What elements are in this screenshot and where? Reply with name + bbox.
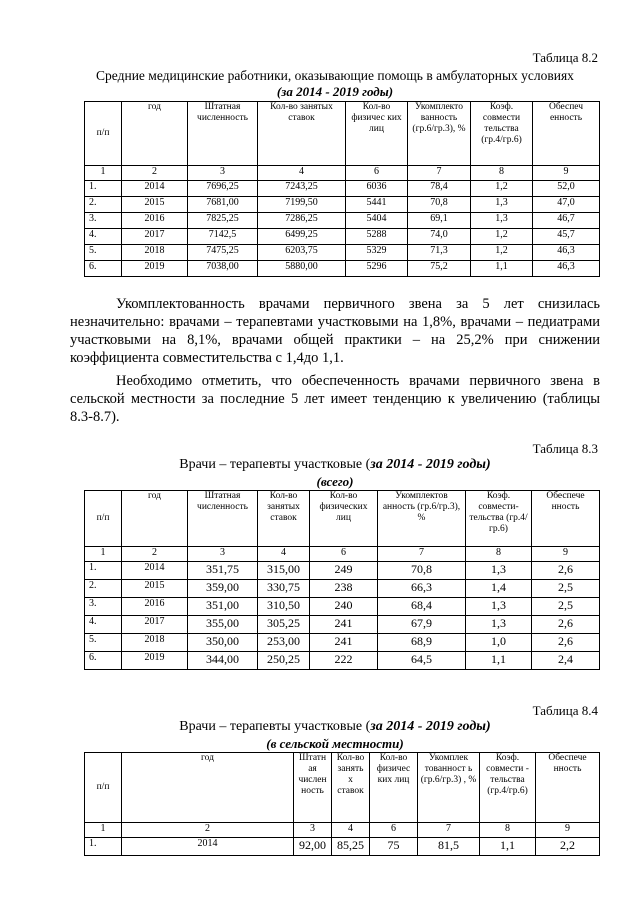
table-8-4-number: Таблица 8.4	[532, 703, 598, 718]
header-cell: Обеспеч енность	[533, 102, 600, 166]
table-cell: 238	[310, 580, 378, 598]
table-row	[85, 562, 600, 580]
table-cell: 7825,25	[188, 213, 258, 229]
column-number-cell: 1	[85, 823, 122, 838]
table-cell: 6.	[85, 261, 122, 277]
column-number-cell: 4	[258, 547, 310, 562]
table-cell: 6203,75	[258, 245, 346, 261]
table-cell: 2,4	[532, 652, 600, 670]
paragraph-staffing: Укомплектованность врачами первичного звена за 5 лет снизилась незначительно: врачами – терапевтами участковыми на 1,8%, врачами – педиатрами участковыми на 8,1%, врачами общей практики – на 25,2% при снижении коэффициента совместительства с 1,4до 1,1.	[70, 296, 600, 366]
header-cell: Укомплекто ванность (гр.6/гр.3), %	[408, 102, 471, 166]
table-row	[85, 598, 600, 616]
table-cell: 2017	[122, 229, 188, 245]
table-8-2-period: (за 2014 - 2019 годы)	[276, 84, 394, 99]
table-cell: 5.	[85, 245, 122, 261]
table-cell: 70,8	[378, 562, 466, 580]
title-text: Врачи – терапевты участковые (	[179, 457, 371, 472]
table-cell: 1,3	[471, 213, 533, 229]
table-row	[85, 838, 600, 856]
table-cell: 3.	[85, 213, 122, 229]
header-cell: Кол-во занятых ставок	[258, 491, 310, 547]
table-cell: 5.	[85, 634, 122, 652]
table-cell: 1.	[85, 181, 122, 197]
table-cell: 2017	[122, 616, 188, 634]
table-cell: 7243,25	[258, 181, 346, 197]
table-cell: 2,2	[536, 838, 600, 856]
table-cell: 5329	[346, 245, 408, 261]
header-cell: год	[122, 491, 188, 547]
table-8-3-number: Таблица 8.3	[532, 441, 598, 456]
table-8-4-subtitle: (в сельской местности)	[266, 736, 404, 751]
table-cell: 1,3	[471, 197, 533, 213]
table-cell: 330,75	[258, 580, 310, 598]
header-cell: Обеспече нность	[532, 491, 600, 547]
header-cell: год	[122, 753, 294, 823]
table-cell: 46,3	[533, 245, 600, 261]
title-period: за 2014 - 2019 годы)	[370, 719, 491, 734]
column-number-cell: 2	[122, 547, 188, 562]
column-number-cell: 4	[258, 166, 346, 181]
column-number-row	[85, 547, 600, 562]
table-cell: 310,50	[258, 598, 310, 616]
table-row	[85, 245, 600, 261]
table-cell: 7681,00	[188, 197, 258, 213]
table-row	[85, 616, 600, 634]
table-cell: 2019	[122, 261, 188, 277]
table-cell: 2016	[122, 213, 188, 229]
column-number-cell: 8	[480, 823, 536, 838]
table-cell: 351,00	[188, 598, 258, 616]
header-cell: п/п	[85, 102, 122, 166]
column-number-cell: 7	[378, 547, 466, 562]
table-8-2-title: Средние медицинские работники, оказывающие помощь в амбулаторных условиях	[96, 68, 574, 83]
table-cell: 69,1	[408, 213, 471, 229]
table-cell: 5288	[346, 229, 408, 245]
column-number-cell: 7	[408, 166, 471, 181]
table-cell: 350,00	[188, 634, 258, 652]
column-number-cell: 1	[85, 547, 122, 562]
table-cell: 2,6	[532, 634, 600, 652]
table-cell: 1,3	[466, 562, 532, 580]
table-cell: 241	[310, 634, 378, 652]
table-cell: 7696,25	[188, 181, 258, 197]
header-cell: Обеспече нность	[536, 753, 600, 823]
table-cell: 75,2	[408, 261, 471, 277]
table-8-4-title	[70, 719, 600, 735]
column-number-cell: 2	[122, 823, 294, 838]
table-cell: 5296	[346, 261, 408, 277]
column-number-cell: 6	[310, 547, 378, 562]
table-cell: 1,0	[466, 634, 532, 652]
column-number-cell: 1	[85, 166, 122, 181]
table-cell: 7475,25	[188, 245, 258, 261]
paragraph-rural: Необходимо отметить, что обеспеченность врачами первичного звена в сельской местности за последние 5 лет имеет тенденцию к увеличению (таблицы 8.3-8.7).	[70, 373, 600, 425]
column-number-row	[85, 166, 600, 181]
table-cell: 2.	[85, 580, 122, 598]
table-cell: 344,00	[188, 652, 258, 670]
table-cell: 1.	[85, 838, 122, 856]
table-row	[85, 197, 600, 213]
table-cell: 7199,50	[258, 197, 346, 213]
table-cell: 6036	[346, 181, 408, 197]
table-cell: 67,9	[378, 616, 466, 634]
column-number-cell: 8	[471, 166, 533, 181]
table-row	[85, 634, 600, 652]
table-cell: 359,00	[188, 580, 258, 598]
table-cell: 7038,00	[188, 261, 258, 277]
table-cell: 6.	[85, 652, 122, 670]
table-cell: 241	[310, 616, 378, 634]
table-cell: 74,0	[408, 229, 471, 245]
table-8-3	[84, 490, 600, 670]
header-cell: Коэф. совмести - тельства (гр.4/гр.6)	[480, 753, 536, 823]
table-cell: 2016	[122, 598, 188, 616]
table-cell: 78,4	[408, 181, 471, 197]
header-cell: п/п	[85, 491, 122, 547]
table-cell: 52,0	[533, 181, 600, 197]
table-cell: 7142,5	[188, 229, 258, 245]
table-cell: 305,25	[258, 616, 310, 634]
header-cell: Штатная численность	[188, 491, 258, 547]
table-8-3-subtitle: (всего)	[316, 474, 354, 489]
table-cell: 2,6	[532, 616, 600, 634]
table-cell: 2014	[122, 838, 294, 856]
table-cell: 1.	[85, 562, 122, 580]
table-header-row	[85, 491, 600, 547]
table-cell: 1,3	[466, 598, 532, 616]
column-number-cell: 6	[346, 166, 408, 181]
table-cell: 2,6	[532, 562, 600, 580]
table-cell: 70,8	[408, 197, 471, 213]
table-8-4	[84, 752, 600, 856]
table-cell: 355,00	[188, 616, 258, 634]
table-8-3-title	[70, 457, 600, 473]
table-cell: 5404	[346, 213, 408, 229]
table-cell: 2018	[122, 634, 188, 652]
table-cell: 45,7	[533, 229, 600, 245]
table-cell: 46,7	[533, 213, 600, 229]
table-cell: 1,1	[466, 652, 532, 670]
header-cell: Штатн ая числен ность	[294, 753, 332, 823]
table-cell: 2014	[122, 562, 188, 580]
table-cell: 2,5	[532, 580, 600, 598]
column-number-cell: 2	[122, 166, 188, 181]
table-cell: 2015	[122, 197, 188, 213]
table-cell: 240	[310, 598, 378, 616]
table-row	[85, 181, 600, 197]
table-cell: 2,5	[532, 598, 600, 616]
header-cell: Кол-во занять х ставок	[332, 753, 370, 823]
table-cell: 2015	[122, 580, 188, 598]
table-cell: 250,25	[258, 652, 310, 670]
table-cell: 5880,00	[258, 261, 346, 277]
table-cell: 7286,25	[258, 213, 346, 229]
table-cell: 64,5	[378, 652, 466, 670]
header-cell: Кол-во занятых ставок	[258, 102, 346, 166]
table-cell: 71,3	[408, 245, 471, 261]
column-number-row	[85, 823, 600, 838]
table-cell: 1,2	[471, 181, 533, 197]
table-cell: 1,2	[471, 229, 533, 245]
table-8-2	[84, 101, 600, 277]
table-cell: 81,5	[418, 838, 480, 856]
table-cell: 6499,25	[258, 229, 346, 245]
table-cell: 68,4	[378, 598, 466, 616]
table-cell: 1,3	[466, 616, 532, 634]
table-cell: 2018	[122, 245, 188, 261]
table-row	[85, 213, 600, 229]
table-row	[85, 652, 600, 670]
column-number-cell: 8	[466, 547, 532, 562]
table-cell: 1,1	[480, 838, 536, 856]
header-cell: Коэф. совмести-тельства (гр.4/гр.6)	[466, 491, 532, 547]
header-cell: Кол-во физических лиц	[310, 491, 378, 547]
table-cell: 5441	[346, 197, 408, 213]
title-text: Врачи – терапевты участковые (	[179, 719, 371, 734]
table-cell: 92,00	[294, 838, 332, 856]
table-cell: 46,3	[533, 261, 600, 277]
table-cell: 3.	[85, 598, 122, 616]
table-header-row	[85, 102, 600, 166]
column-number-cell: 7	[418, 823, 480, 838]
column-number-cell: 4	[332, 823, 370, 838]
table-cell: 1,4	[466, 580, 532, 598]
column-number-cell: 9	[533, 166, 600, 181]
table-cell: 2019	[122, 652, 188, 670]
title-period: за 2014 - 2019 годы)	[370, 457, 491, 472]
table-cell: 2014	[122, 181, 188, 197]
table-cell: 4.	[85, 616, 122, 634]
table-row	[85, 229, 600, 245]
table-cell: 315,00	[258, 562, 310, 580]
table-cell: 68,9	[378, 634, 466, 652]
header-cell: Укомплек тованност ь (гр.6/гр.3) , %	[418, 753, 480, 823]
table-cell: 75	[370, 838, 418, 856]
column-number-cell: 3	[188, 547, 258, 562]
table-row	[85, 261, 600, 277]
table-cell: 66,3	[378, 580, 466, 598]
header-cell: п/п	[85, 753, 122, 823]
table-cell: 1,2	[471, 245, 533, 261]
table-cell: 4.	[85, 229, 122, 245]
table-row	[85, 580, 600, 598]
header-cell: Укомплектов анность (гр.6/гр.3), %	[378, 491, 466, 547]
table-cell: 351,75	[188, 562, 258, 580]
header-cell: год	[122, 102, 188, 166]
header-cell: Кол-во физичес ких лиц	[346, 102, 408, 166]
header-cell: Коэф. совмести тельства (гр.4/гр.6)	[471, 102, 533, 166]
table-8-2-number: Таблица 8.2	[532, 50, 598, 65]
column-number-cell: 9	[536, 823, 600, 838]
table-cell: 222	[310, 652, 378, 670]
table-cell: 249	[310, 562, 378, 580]
table-cell: 1,1	[471, 261, 533, 277]
column-number-cell: 6	[370, 823, 418, 838]
table-cell: 85,25	[332, 838, 370, 856]
table-cell: 2.	[85, 197, 122, 213]
header-cell: Кол-во физичес ких лиц	[370, 753, 418, 823]
header-cell: Штатная численность	[188, 102, 258, 166]
column-number-cell: 9	[532, 547, 600, 562]
column-number-cell: 3	[188, 166, 258, 181]
table-header-row	[85, 753, 600, 823]
table-cell: 253,00	[258, 634, 310, 652]
table-cell: 47,0	[533, 197, 600, 213]
column-number-cell: 3	[294, 823, 332, 838]
